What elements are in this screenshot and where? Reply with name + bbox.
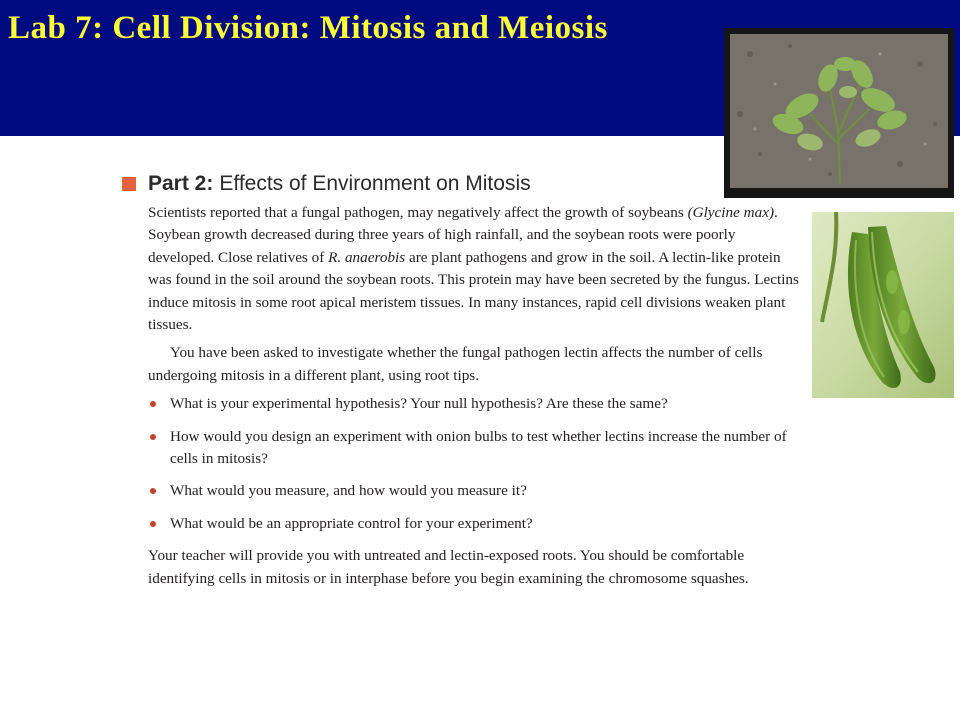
bullet-icon [150, 521, 156, 527]
soybean-pods-photo [812, 212, 954, 398]
pathogen-name: R. anaerobis [328, 248, 406, 266]
closing-paragraph: Your teacher will provide you with untreated and lectin-exposed roots. You should be comfortable identifying cells in mitosis or in interphase before you begin examining the chromosome squashes. [148, 547, 749, 587]
document-content [122, 172, 802, 596]
intro-text-c: are plant pathogens and grow in the soil. A lectin-like protein was found in the soil around the soybean roots. This protein may have been secreted by the fungus. Lectins induce mitosis in some root apical meristem tissues. In many instances, rapid cell divisions weaken plant tissues. [148, 248, 799, 334]
question-text: What is your experimental hypothesis? Your null hypothesis? Are these the same? [170, 395, 668, 413]
soybean-pods-image [812, 212, 954, 398]
part-title: Effects of Environment on Mitosis [219, 172, 531, 195]
bullet-icon [150, 434, 156, 440]
intro-text-b: . Soybean growth decreased during three years of high rainfall, and the soybean roots were poorly developed. Close relatives of [148, 204, 778, 266]
question-list [148, 393, 802, 535]
list-item [148, 480, 802, 502]
intro-paragraph [148, 202, 802, 336]
bullet-icon [150, 401, 156, 407]
part-heading [122, 172, 802, 196]
list-item [148, 426, 802, 471]
list-item [148, 393, 802, 415]
bullet-icon [150, 488, 156, 494]
question-text: How would you design an experiment with onion bulbs to test whether lectins increase the number of cells in mitosis? [170, 427, 787, 468]
question-text: What would be an appropriate control for your experiment? [170, 514, 533, 532]
species-name: (Glycine max) [687, 204, 775, 221]
soybean-plant-image [730, 34, 948, 188]
part-label: Part 2: [148, 172, 214, 195]
task-paragraph: You have been asked to investigate whether the fungal pathogen lectin affects the number of cells undergoing mitosis in a different plant, using root tips. [148, 344, 763, 384]
list-item [148, 513, 802, 535]
question-text: What would you measure, and how would you measure it? [170, 482, 527, 500]
slide-title: Lab 7: Cell Division: Mitosis and Meiosis [8, 10, 608, 46]
intro-text-a: Scientists reported that a fungal pathogen, may negatively affect the growth of soybeans [148, 204, 688, 221]
section-square-icon [122, 177, 136, 191]
